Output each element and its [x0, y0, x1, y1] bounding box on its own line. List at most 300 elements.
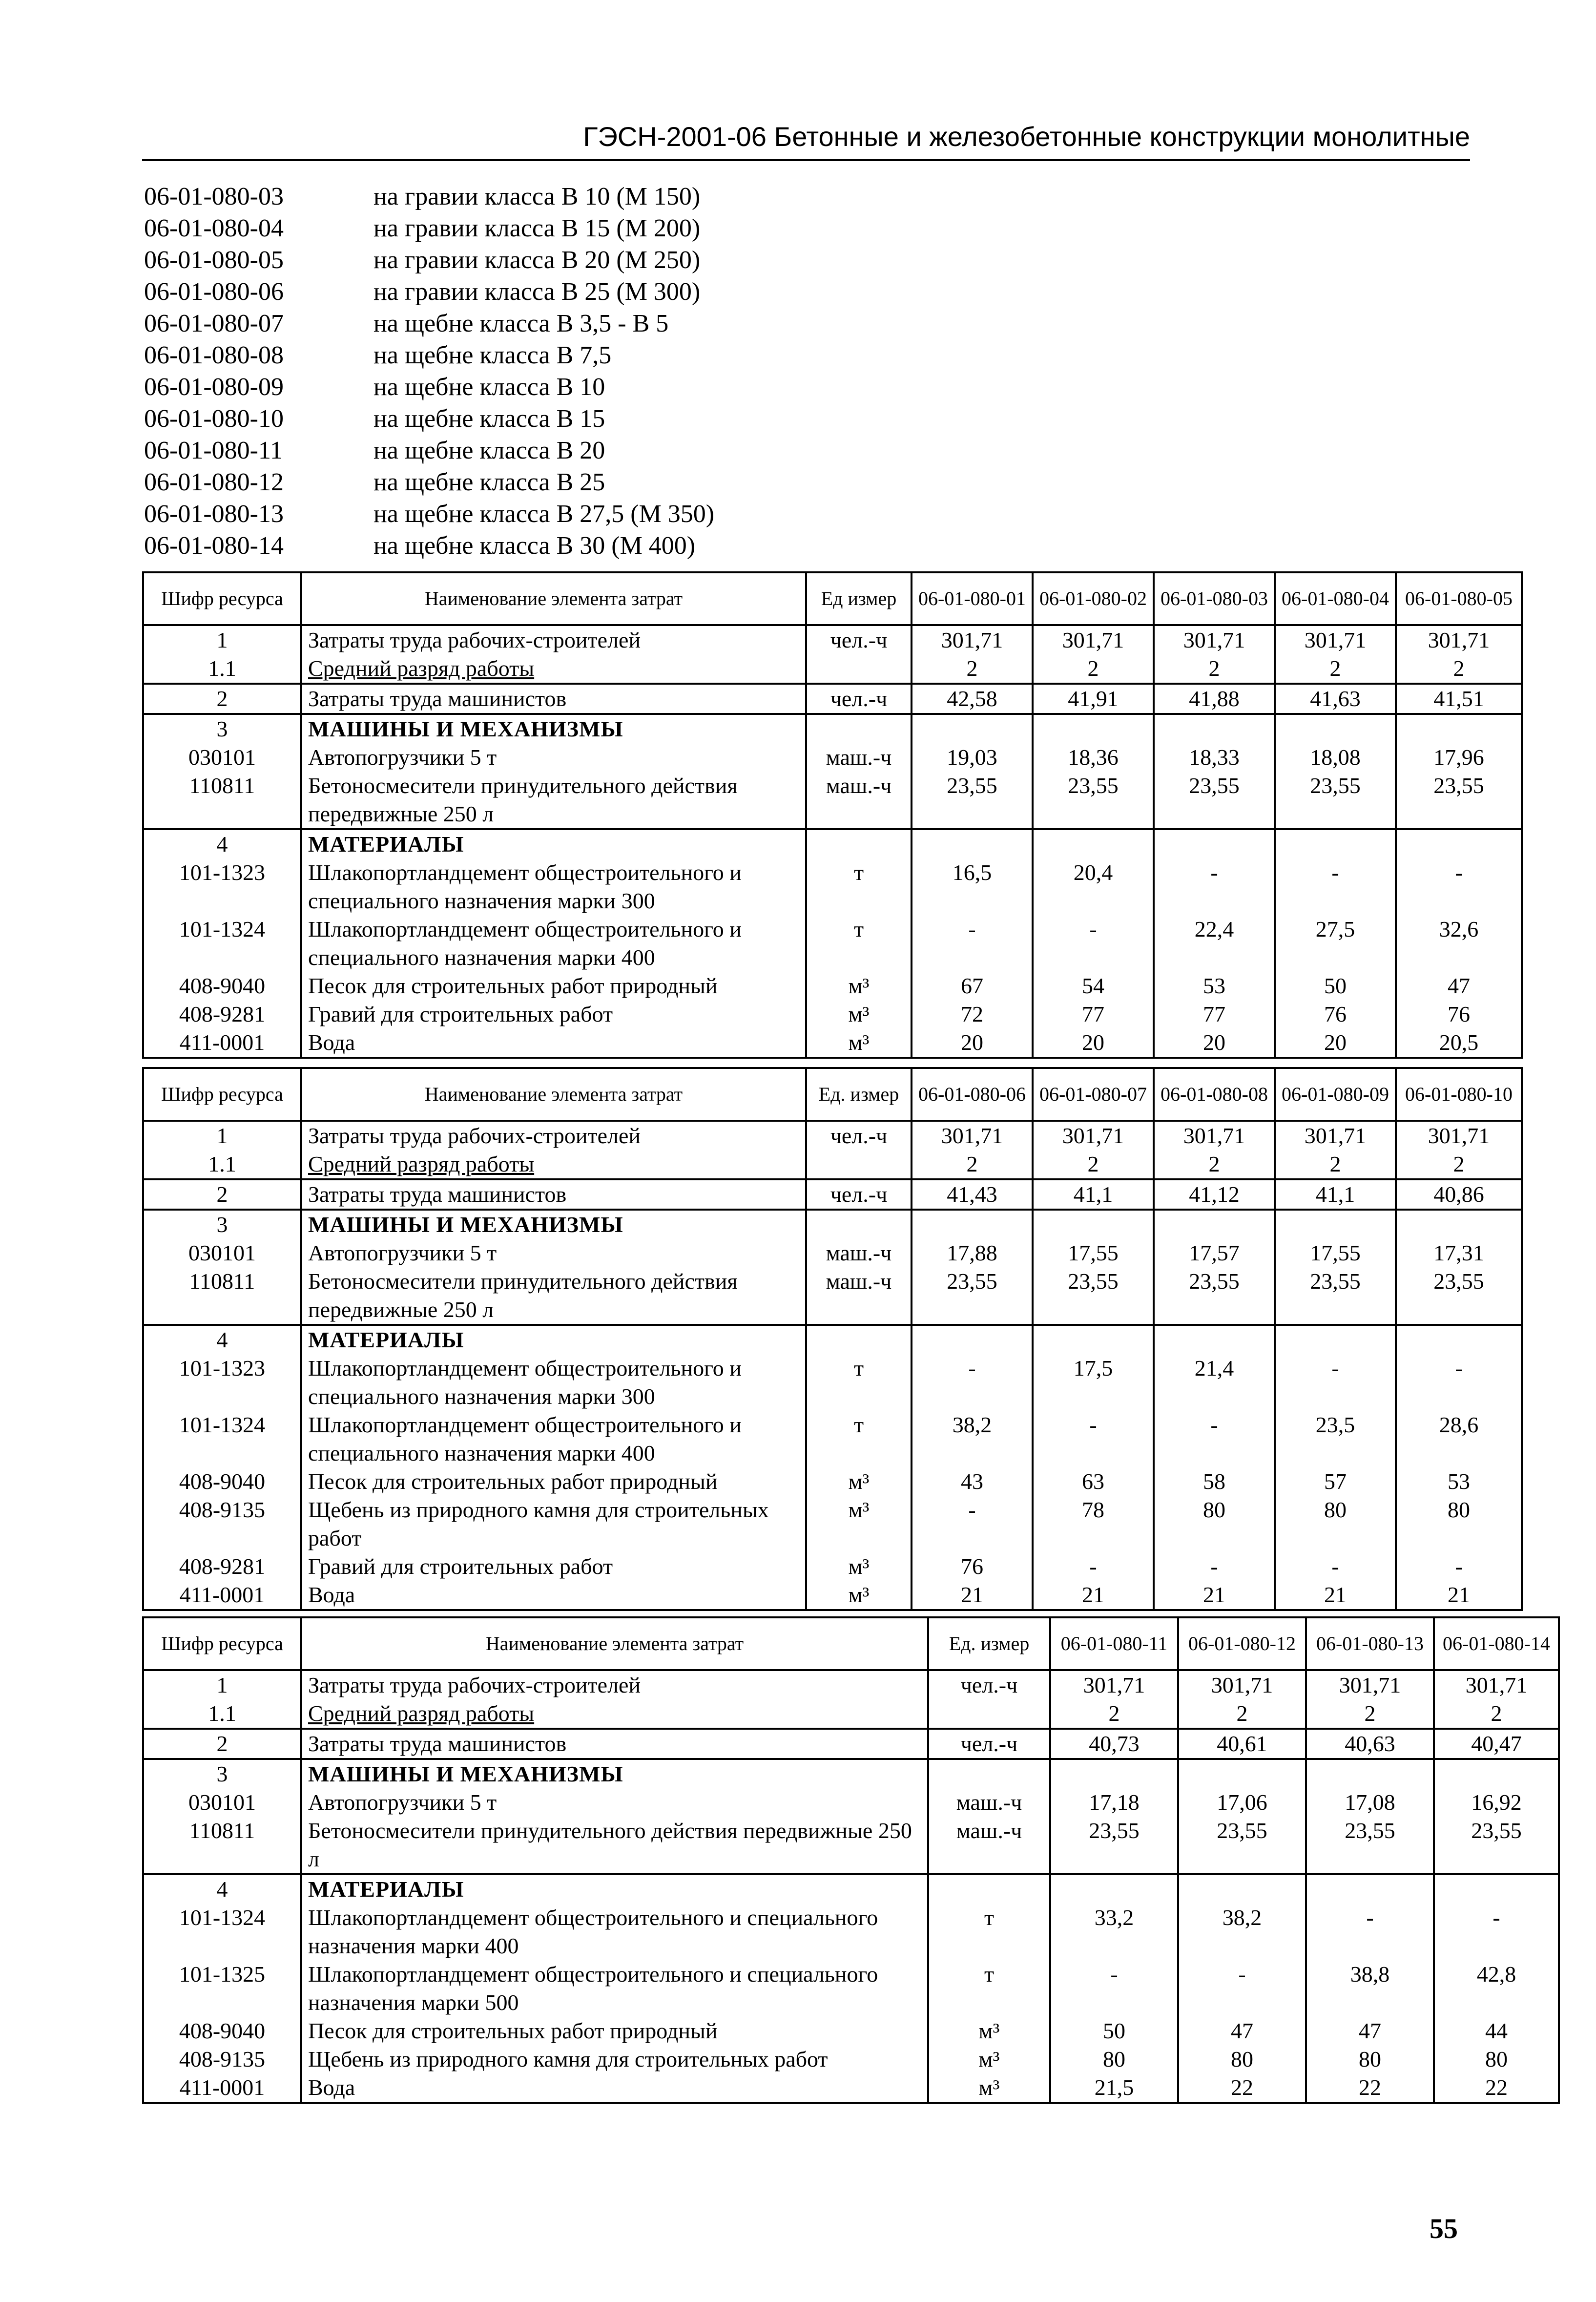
norm-value: 80 — [1275, 1496, 1396, 1552]
resource-code: 110811 — [143, 772, 301, 829]
norm-value: 17,31 — [1396, 1239, 1522, 1267]
header-norm-code: 06-01-080-08 — [1154, 1068, 1275, 1121]
resource-code: 411-0001 — [143, 1028, 301, 1058]
table-row — [143, 714, 1522, 743]
norm-value: - — [912, 1354, 1033, 1411]
table-row — [143, 1210, 1522, 1239]
header-norm-code: 06-01-080-05 — [1396, 572, 1522, 625]
resource-name: Затраты труда рабочих-строителей — [301, 1121, 806, 1150]
resource-name: Песок для строительных работ природный — [301, 972, 806, 1000]
resource-name: Автопогрузчики 5 т — [301, 743, 806, 772]
resource-name: Песок для строительных работ природный — [301, 2017, 928, 2045]
norm-value: 80 — [1396, 1496, 1522, 1552]
header-norm-code: 06-01-080-10 — [1396, 1068, 1522, 1121]
norm-value: 20 — [1154, 1028, 1275, 1058]
norm-value: 77 — [1033, 1000, 1154, 1028]
code-list-item — [144, 339, 714, 371]
norm-value: 40,86 — [1396, 1179, 1522, 1210]
code-list-item — [144, 435, 714, 466]
table-header-row — [143, 1617, 1559, 1670]
norm-value: 80 — [1050, 2045, 1178, 2073]
table-row — [143, 654, 1522, 684]
code-list-item — [144, 276, 714, 308]
norm-value — [1306, 1759, 1434, 1788]
resource-code: 030101 — [143, 1239, 301, 1267]
norm-value: 2 — [912, 1150, 1033, 1179]
section-heading: МАТЕРИАЛЫ — [301, 829, 806, 858]
code-number: 06-01-080-13 — [144, 500, 284, 528]
norm-value: 67 — [912, 972, 1033, 1000]
resource-name: Затраты труда машинистов — [301, 1179, 806, 1210]
resource-code: 110811 — [143, 1817, 301, 1874]
resource-unit — [928, 1759, 1050, 1788]
norm-value: 41,1 — [1033, 1179, 1154, 1210]
norm-value: 23,55 — [912, 1267, 1033, 1325]
table-row — [143, 2017, 1559, 2045]
header-norm-code: 06-01-080-11 — [1050, 1617, 1178, 1670]
code-list-item — [144, 530, 714, 562]
norm-value: 72 — [912, 1000, 1033, 1028]
table-row — [143, 743, 1522, 772]
resource-table — [142, 571, 1523, 1059]
norm-value: 40,47 — [1434, 1729, 1559, 1759]
norm-value: 23,55 — [1050, 1817, 1178, 1874]
resource-unit — [806, 1210, 912, 1239]
resource-name: Бетоносмесители принудительного действия передвижные 250 л — [301, 1817, 928, 1874]
code-description: на щебне класса В 10 — [373, 373, 605, 401]
resource-unit: м³ — [806, 1496, 912, 1552]
resource-unit: чел.-ч — [806, 625, 912, 654]
norm-value: 2 — [1178, 1699, 1306, 1729]
table-row — [143, 829, 1522, 858]
norm-value: 16,5 — [912, 858, 1033, 915]
norm-value: - — [1033, 1411, 1154, 1467]
norm-value: 20 — [912, 1028, 1033, 1058]
code-description: на гравии класса В 20 (М 250) — [373, 246, 701, 274]
norm-value: 76 — [1275, 1000, 1396, 1028]
table-row — [143, 684, 1522, 714]
norm-value: 47 — [1306, 2017, 1434, 2045]
header-name: Наименование элемента затрат — [301, 572, 806, 625]
norm-value: 2 — [912, 654, 1033, 684]
code-number: 06-01-080-07 — [144, 310, 284, 337]
norm-value: 301,71 — [1033, 625, 1154, 654]
code-number: 06-01-080-03 — [144, 183, 284, 210]
resource-table — [142, 1616, 1560, 2104]
code-description: на щебне класса В 30 (М 400) — [373, 532, 696, 560]
resource-unit: чел.-ч — [806, 1121, 912, 1150]
norm-value: 21 — [1154, 1581, 1275, 1610]
resource-name: Затраты труда машинистов — [301, 684, 806, 714]
norm-value: - — [1033, 915, 1154, 972]
resource-name: Затраты труда рабочих-строителей — [301, 625, 806, 654]
resource-code: 1.1 — [143, 1150, 301, 1179]
resource-unit — [806, 829, 912, 858]
table-row — [143, 625, 1522, 654]
resource-unit: м³ — [928, 2017, 1050, 2045]
table-row — [143, 972, 1522, 1000]
table-row — [143, 772, 1522, 829]
norm-value — [1033, 1210, 1154, 1239]
norm-value: 301,71 — [1275, 1121, 1396, 1150]
resource-code: 3 — [143, 1759, 301, 1788]
norm-value: 2 — [1050, 1699, 1178, 1729]
header-norm-code: 06-01-080-02 — [1033, 572, 1154, 625]
norm-value: 17,88 — [912, 1239, 1033, 1267]
norm-value — [912, 1325, 1033, 1354]
page-number: 55 — [1430, 2213, 1458, 2244]
resource-name: Средний разряд работы — [301, 1699, 928, 1729]
resource-unit — [806, 1325, 912, 1354]
table-row — [143, 1239, 1522, 1267]
resource-unit: маш.-ч — [928, 1817, 1050, 1874]
norm-value: 301,71 — [1434, 1670, 1559, 1699]
table-row — [143, 1000, 1522, 1028]
table-row — [143, 1552, 1522, 1581]
resource-unit — [806, 714, 912, 743]
norm-value: 301,71 — [1396, 1121, 1522, 1150]
norm-value — [1178, 1759, 1306, 1788]
code-number: 06-01-080-10 — [144, 405, 284, 433]
resource-code: 4 — [143, 829, 301, 858]
norm-value: 50 — [1050, 2017, 1178, 2045]
table-row — [143, 2073, 1559, 2103]
resource-unit: м³ — [806, 972, 912, 1000]
norm-value: 22,4 — [1154, 915, 1275, 972]
norm-value: 17,06 — [1178, 1788, 1306, 1817]
table-row — [143, 1729, 1559, 1759]
norm-value: - — [1306, 1904, 1434, 1960]
header-norm-code: 06-01-080-13 — [1306, 1617, 1434, 1670]
resource-code: 408-9040 — [143, 972, 301, 1000]
resource-name: Гравий для строительных работ — [301, 1000, 806, 1028]
norm-value — [912, 1210, 1033, 1239]
table-row — [143, 1150, 1522, 1179]
resource-unit: м³ — [928, 2073, 1050, 2103]
resource-name: Шлакопортландцемент общестроительного и специального назначения марки 500 — [301, 1960, 928, 2017]
table-row — [143, 1960, 1559, 2017]
norm-value: 54 — [1033, 972, 1154, 1000]
norm-value: 301,71 — [1033, 1121, 1154, 1150]
norm-value: - — [1154, 1411, 1275, 1467]
norm-value: 17,08 — [1306, 1788, 1434, 1817]
table-row — [143, 1788, 1559, 1817]
table-header-row — [143, 1068, 1522, 1121]
norm-value: 301,71 — [912, 625, 1033, 654]
norm-value — [1154, 1210, 1275, 1239]
norm-value: 47 — [1178, 2017, 1306, 2045]
resource-name: Шлакопортландцемент общестроительного и специального назначения марки 400 — [301, 1904, 928, 1960]
norm-value: 58 — [1154, 1467, 1275, 1496]
norm-value: 301,71 — [912, 1121, 1033, 1150]
norm-value: 2 — [1396, 654, 1522, 684]
resource-code: 110811 — [143, 1267, 301, 1325]
norm-value: 23,55 — [1154, 772, 1275, 829]
resource-code: 1 — [143, 1670, 301, 1699]
resource-code: 4 — [143, 1325, 301, 1354]
table-row — [143, 1817, 1559, 1874]
norm-value: 23,5 — [1275, 1411, 1396, 1467]
resource-name: Затраты труда машинистов — [301, 1729, 928, 1759]
header-unit: Ед измер — [806, 572, 912, 625]
header-norm-code: 06-01-080-09 — [1275, 1068, 1396, 1121]
norm-value: 20,4 — [1033, 858, 1154, 915]
code-list-item — [144, 212, 714, 244]
norm-value: 41,1 — [1275, 1179, 1396, 1210]
resource-name: Вода — [301, 1028, 806, 1058]
norm-value: 57 — [1275, 1467, 1396, 1496]
norm-value: 18,36 — [1033, 743, 1154, 772]
resource-unit: м³ — [928, 2045, 1050, 2073]
resource-name: Шлакопортландцемент общестроительного и специального назначения марки 400 — [301, 915, 806, 972]
norm-value: - — [1275, 1552, 1396, 1581]
resource-unit: м³ — [806, 1581, 912, 1610]
code-number: 06-01-080-04 — [144, 214, 284, 242]
norm-value: 17,55 — [1275, 1239, 1396, 1267]
table-row — [143, 858, 1522, 915]
norm-value: 63 — [1033, 1467, 1154, 1496]
table-row — [143, 1354, 1522, 1411]
norm-value: 42,8 — [1434, 1960, 1559, 2017]
norm-value — [1154, 1325, 1275, 1354]
resource-code: 408-9135 — [143, 1496, 301, 1552]
norm-value: 17,96 — [1396, 743, 1522, 772]
norm-value: 23,55 — [1033, 1267, 1154, 1325]
norm-value: 2 — [1275, 654, 1396, 684]
header-shifr: Шифр ресурса — [143, 1617, 301, 1670]
code-number: 06-01-080-11 — [144, 437, 283, 464]
norm-value: 23,55 — [1154, 1267, 1275, 1325]
norm-value: 40,61 — [1178, 1729, 1306, 1759]
section-heading: МАШИНЫ И МЕХАНИЗМЫ — [301, 1759, 928, 1788]
code-description: на щебне класса В 25 — [373, 468, 605, 496]
norm-value: - — [1275, 858, 1396, 915]
resource-code: 1 — [143, 625, 301, 654]
norm-value: 41,91 — [1033, 684, 1154, 714]
norm-value: 22 — [1178, 2073, 1306, 2103]
norm-value: 33,2 — [1050, 1904, 1178, 1960]
norm-value: 19,03 — [912, 743, 1033, 772]
resource-code: 101-1324 — [143, 1904, 301, 1960]
resource-code: 411-0001 — [143, 1581, 301, 1610]
resource-code: 408-9281 — [143, 1552, 301, 1581]
norm-value: 38,2 — [912, 1411, 1033, 1467]
norm-value: 301,71 — [1154, 625, 1275, 654]
norm-value: 2 — [1306, 1699, 1434, 1729]
norm-value: 22 — [1306, 2073, 1434, 2103]
norm-value — [1050, 1759, 1178, 1788]
resource-unit: чел.-ч — [806, 1179, 912, 1210]
code-list-item — [144, 181, 714, 212]
code-description: на щебне класса В 3,5 - В 5 — [373, 310, 669, 337]
header-unit: Ед. измер — [806, 1068, 912, 1121]
header-shifr: Шифр ресурса — [143, 572, 301, 625]
norm-value: 2 — [1033, 1150, 1154, 1179]
norm-value — [912, 714, 1033, 743]
norm-value: - — [1050, 1960, 1178, 2017]
resource-unit: чел.-ч — [928, 1729, 1050, 1759]
norm-value: 32,6 — [1396, 915, 1522, 972]
norm-value: 21 — [1033, 1581, 1154, 1610]
norm-value: 27,5 — [1275, 915, 1396, 972]
resource-code: 3 — [143, 1210, 301, 1239]
resource-code: 1.1 — [143, 654, 301, 684]
norm-value: 77 — [1154, 1000, 1275, 1028]
norm-value: 80 — [1178, 2045, 1306, 2073]
resource-name: Песок для строительных работ природный — [301, 1467, 806, 1496]
code-number: 06-01-080-05 — [144, 246, 284, 274]
code-list-item — [144, 244, 714, 276]
norm-value: 80 — [1154, 1496, 1275, 1552]
resource-unit — [806, 1150, 912, 1179]
norm-value: 41,12 — [1154, 1179, 1275, 1210]
resource-code: 101-1324 — [143, 1411, 301, 1467]
norm-value: 17,57 — [1154, 1239, 1275, 1267]
norm-value: 76 — [912, 1552, 1033, 1581]
code-list-item — [144, 308, 714, 339]
resource-name: Затраты труда рабочих-строителей — [301, 1670, 928, 1699]
norm-value — [1434, 1874, 1559, 1904]
resource-unit: маш.-ч — [806, 1267, 912, 1325]
norm-value — [1396, 1210, 1522, 1239]
section-heading: МАТЕРИАЛЫ — [301, 1325, 806, 1354]
norm-value: 80 — [1306, 2045, 1434, 2073]
norm-value: 78 — [1033, 1496, 1154, 1552]
resource-name: Вода — [301, 1581, 806, 1610]
code-description: на щебне класса В 20 — [373, 437, 605, 464]
norm-value: 23,55 — [1033, 772, 1154, 829]
code-number: 06-01-080-09 — [144, 373, 284, 401]
table-row — [143, 1496, 1522, 1552]
resource-code: 101-1324 — [143, 915, 301, 972]
table-row — [143, 1121, 1522, 1150]
norm-value: 2 — [1154, 1150, 1275, 1179]
resource-unit: т — [928, 1904, 1050, 1960]
resource-name: Автопогрузчики 5 т — [301, 1239, 806, 1267]
code-description: на щебне класса В 7,5 — [373, 341, 612, 369]
resource-name: Средний разряд работы — [301, 1150, 806, 1179]
norm-value — [1033, 714, 1154, 743]
resource-unit: т — [806, 1411, 912, 1467]
resource-unit: маш.-ч — [806, 772, 912, 829]
resource-unit — [806, 654, 912, 684]
norm-value: - — [1178, 1960, 1306, 2017]
code-description: на гравии класса В 10 (М 150) — [373, 183, 701, 210]
norm-value — [1434, 1759, 1559, 1788]
norm-value — [1396, 1325, 1522, 1354]
norm-value: 23,55 — [1178, 1817, 1306, 1874]
norm-value: 21,5 — [1050, 2073, 1178, 2103]
resource-code: 3 — [143, 714, 301, 743]
resource-name: Вода — [301, 2073, 928, 2103]
resource-code: 408-9040 — [143, 1467, 301, 1496]
norm-value: 23,55 — [1396, 1267, 1522, 1325]
resource-unit: м³ — [806, 1552, 912, 1581]
norm-value: - — [1434, 1904, 1559, 1960]
resource-code: 030101 — [143, 743, 301, 772]
table-row — [143, 1467, 1522, 1496]
header-norm-code: 06-01-080-03 — [1154, 572, 1275, 625]
norm-value: 2 — [1154, 654, 1275, 684]
norm-value: 41,63 — [1275, 684, 1396, 714]
resource-name: Шлакопортландцемент общестроительного и специального назначения марки 300 — [301, 858, 806, 915]
norm-value: 53 — [1396, 1467, 1522, 1496]
resource-unit: м³ — [806, 1000, 912, 1028]
norm-value: 23,55 — [1275, 772, 1396, 829]
resource-unit — [928, 1874, 1050, 1904]
norm-value: 47 — [1396, 972, 1522, 1000]
table-row — [143, 1028, 1522, 1058]
resource-unit: м³ — [806, 1028, 912, 1058]
norm-value: 80 — [1434, 2045, 1559, 2073]
header-norm-code: 06-01-080-07 — [1033, 1068, 1154, 1121]
norm-value — [1178, 1874, 1306, 1904]
code-number: 06-01-080-12 — [144, 468, 284, 496]
norm-value: - — [1275, 1354, 1396, 1411]
table-row — [143, 1581, 1522, 1610]
code-description: на гравии класса В 25 (М 300) — [373, 278, 701, 306]
norm-value: - — [912, 1496, 1033, 1552]
norm-value: 41,43 — [912, 1179, 1033, 1210]
norm-value: 301,71 — [1306, 1670, 1434, 1699]
resource-unit: т — [928, 1960, 1050, 2017]
norm-value — [1275, 714, 1396, 743]
resource-unit: т — [806, 1354, 912, 1411]
norm-value — [1275, 829, 1396, 858]
section-heading: МАТЕРИАЛЫ — [301, 1874, 928, 1904]
norm-value: 40,63 — [1306, 1729, 1434, 1759]
norm-value: 21,4 — [1154, 1354, 1275, 1411]
resource-table — [142, 1067, 1523, 1611]
header-name: Наименование элемента затрат — [301, 1068, 806, 1121]
norm-value: 20,5 — [1396, 1028, 1522, 1058]
resource-unit: чел.-ч — [928, 1670, 1050, 1699]
header-norm-code: 06-01-080-04 — [1275, 572, 1396, 625]
resource-code: 2 — [143, 1179, 301, 1210]
header-unit: Ед. измер — [928, 1617, 1050, 1670]
norm-value: 2 — [1033, 654, 1154, 684]
resource-name: Гравий для строительных работ — [301, 1552, 806, 1581]
code-description: на щебне класса В 15 — [373, 405, 605, 433]
norm-value: 50 — [1275, 972, 1396, 1000]
resource-code: 101-1323 — [143, 858, 301, 915]
code-number: 06-01-080-14 — [144, 532, 284, 560]
norm-value: 41,88 — [1154, 684, 1275, 714]
norm-value: 23,55 — [1306, 1817, 1434, 1874]
header-norm-code: 06-01-080-14 — [1434, 1617, 1559, 1670]
code-list-item — [144, 466, 714, 498]
table-row — [143, 1699, 1559, 1729]
norm-value: 21 — [1275, 1581, 1396, 1610]
norm-value: - — [912, 915, 1033, 972]
header-norm-code: 06-01-080-06 — [912, 1068, 1033, 1121]
norm-value: 301,71 — [1050, 1670, 1178, 1699]
norm-value: 53 — [1154, 972, 1275, 1000]
resource-unit: маш.-ч — [806, 1239, 912, 1267]
resource-code: 101-1325 — [143, 1960, 301, 2017]
resource-name: Щебень из природного камня для строительных работ — [301, 1496, 806, 1552]
norm-value: 40,73 — [1050, 1729, 1178, 1759]
norm-value: 21 — [1396, 1581, 1522, 1610]
resource-name: Автопогрузчики 5 т — [301, 1788, 928, 1817]
norm-value: 301,71 — [1275, 625, 1396, 654]
resource-unit: т — [806, 915, 912, 972]
code-description: на гравии класса В 15 (М 200) — [373, 214, 701, 242]
resource-name: Бетоносмесители принудительного действия передвижные 250 л — [301, 1267, 806, 1325]
norm-value: 20 — [1275, 1028, 1396, 1058]
resource-unit — [928, 1699, 1050, 1729]
resource-unit: чел.-ч — [806, 684, 912, 714]
